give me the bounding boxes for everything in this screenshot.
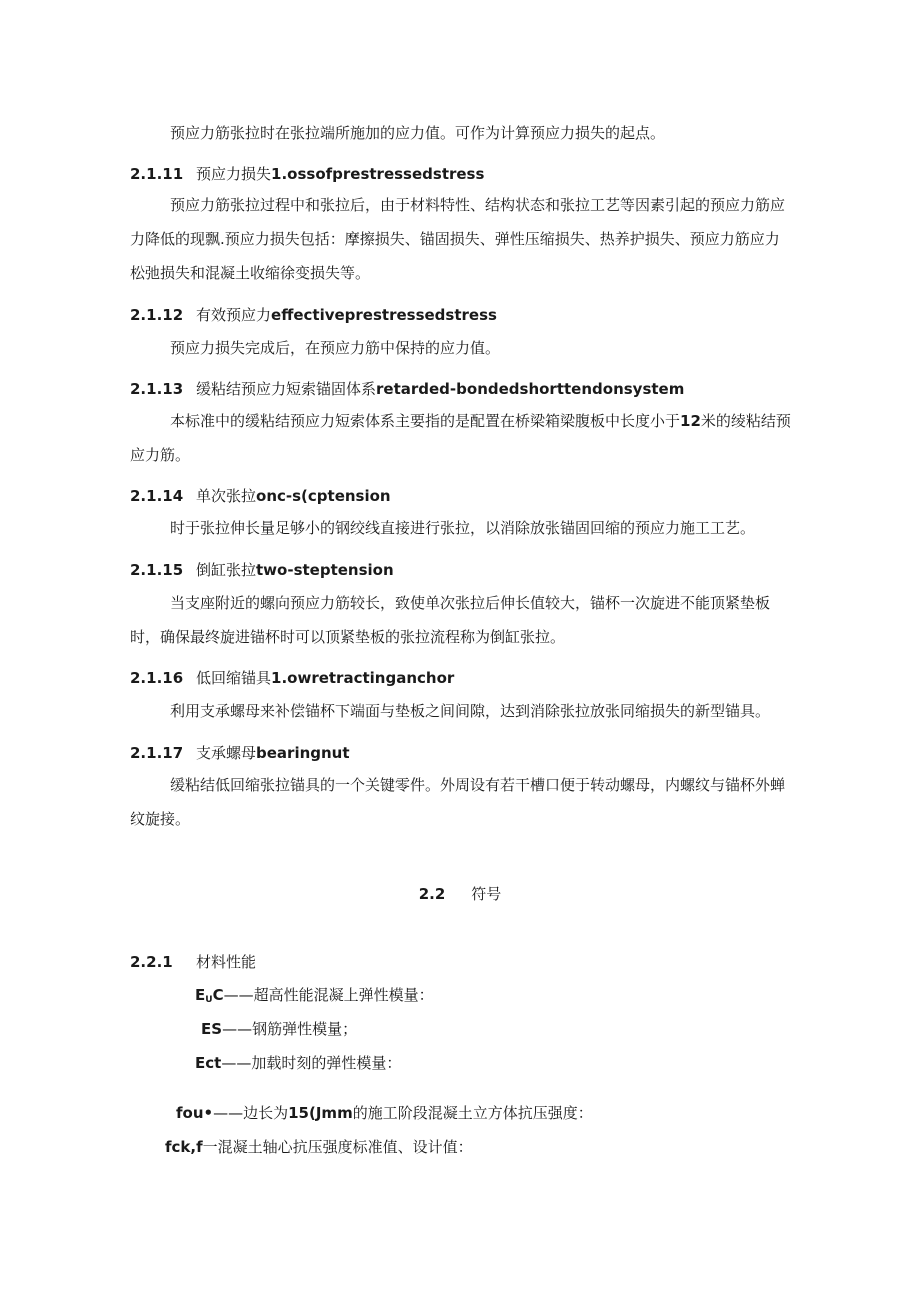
- term-number: 2.1.17: [130, 744, 184, 762]
- term-number: 2.1.15: [130, 561, 184, 579]
- term-heading-2-1-17: [130, 743, 350, 763]
- term-body-2-1-16: 利用支承螺母来补偿锚杯下端面与垫板之间间隙，达到消除张拉放张同缩损失的新型锚具。: [170, 702, 771, 720]
- term-cn: 单次张拉: [196, 487, 257, 505]
- symbol-line-es: [201, 1019, 357, 1039]
- term-en: two-steptension: [256, 561, 394, 579]
- term-number: 2.1.14: [130, 487, 184, 505]
- symbol: C: [212, 986, 224, 1004]
- symbol: ES: [201, 1020, 223, 1038]
- term-heading-2-1-13: [130, 379, 684, 399]
- symbol-desc: ——加载时刻的弹性模量：: [221, 1054, 402, 1072]
- length-value: 12: [680, 412, 701, 430]
- symbol-desc: ——钢筋弹性模量；: [222, 1020, 358, 1038]
- subsection-title: 材料性能: [196, 953, 257, 971]
- term-en: bearingnut: [256, 744, 350, 762]
- term-cn: 缓粘结预应力短索锚固体系: [196, 380, 377, 398]
- symbol-subscript: U: [205, 995, 213, 1005]
- term-cn: 预应力损失: [196, 165, 272, 183]
- term-heading-2-1-12: [130, 305, 497, 325]
- term-heading-2-1-11: [130, 164, 484, 184]
- term-number: 2.1.11: [130, 165, 184, 183]
- term-number: 2.1.13: [130, 380, 184, 398]
- section-number: 2.2: [418, 885, 446, 903]
- term-body-2-1-11: 预应力筋张拉过程中和张拉后，由于材料特性、结构状态和张拉工艺等因素引起的预应力筋应力降低的现飘.预应力损失包括：摩擦损失、锚固损失、弹性压缩损失、热养护损失、预应力筋应力松弛损失和混凝土收缩徐变损失等。: [130, 196, 786, 282]
- term-en: onc-s(cptension: [256, 487, 391, 505]
- section-title: 符号: [471, 885, 502, 903]
- term-body-2-1-14: 时于张拉伸长量足够小的钢绞线直接进行张拉，以消除放张锚固回缩的预应力施工工艺。: [170, 519, 756, 537]
- term-en: 1.owretractinganchor: [271, 669, 455, 687]
- subsection-heading: [130, 952, 256, 972]
- term-en: retarded-bondedshorttendonsystem: [376, 380, 685, 398]
- term-number: 2.1.12: [130, 306, 184, 324]
- cube-size-value: 15(Jmm: [288, 1104, 353, 1122]
- term-cn: 有效预应力: [196, 306, 272, 324]
- symbol: fou•: [176, 1104, 214, 1122]
- term-en: effectiveprestressedstress: [271, 306, 497, 324]
- term-body-2-1-17: 缓粘结低回缩张拉锚具的一个关键零件。外周设有若干槽口便于转动螺母，内螺纹与锚杯外蝉纹旋接。: [130, 776, 786, 828]
- symbol-line-ect: [195, 1053, 401, 1073]
- symbol-desc: 的施工阶段混凝土立方体抗压强度：: [352, 1104, 593, 1122]
- term-heading-2-1-16: [130, 668, 454, 688]
- symbol-line-fcu: [176, 1103, 593, 1123]
- term-heading-2-1-14: [130, 486, 391, 506]
- symbol: Ect: [195, 1054, 222, 1072]
- symbol: fck,f: [165, 1138, 203, 1156]
- symbol-desc: ——边长为: [213, 1104, 289, 1122]
- symbol-desc: 一混凝土轴心抗压强度标准值、设计值：: [202, 1138, 473, 1156]
- subsection-number: 2.2.1: [130, 953, 173, 971]
- term-body-2-1-13: [130, 404, 792, 472]
- symbol: E: [195, 986, 206, 1004]
- symbol-line-euc: [195, 985, 434, 1010]
- symbol-line-fck: [165, 1137, 473, 1157]
- term-body-2-1-15: 当支座附近的螺向预应力筋较长，致使单次张拉后伸长值较大，锚杯一次旋进不能顶紧垫板时，确保最终旋进锚杯时可以顶紧垫板的张拉流程称为倒缸张拉。: [130, 594, 771, 646]
- symbol-desc: ——超高性能混凝上弹性模量：: [223, 986, 434, 1004]
- term-en: 1.ossofprestressedstress: [271, 165, 485, 183]
- term-body-2-1-12: 预应力损失完成后，在预应力筋中保持的应力值。: [170, 339, 501, 357]
- term-number: 2.1.16: [130, 669, 184, 687]
- term-heading-2-1-15: [130, 560, 394, 580]
- body-text: 米的绫粘结预应力筋。: [130, 412, 791, 464]
- intro-paragraph: 预应力筋张拉时在张拉端所施加的应力值。可作为计算预应力损失的起点。: [170, 124, 666, 142]
- term-cn: 倒缸张拉: [196, 561, 257, 579]
- body-text: 本标准中的缓粘结预应力短索体系主要指的是配置在桥梁箱梁腹板中长度小于: [170, 412, 681, 430]
- section-heading: [0, 884, 920, 904]
- term-cn: 支承螺母: [196, 744, 257, 762]
- term-cn: 低回缩锚具: [196, 669, 272, 687]
